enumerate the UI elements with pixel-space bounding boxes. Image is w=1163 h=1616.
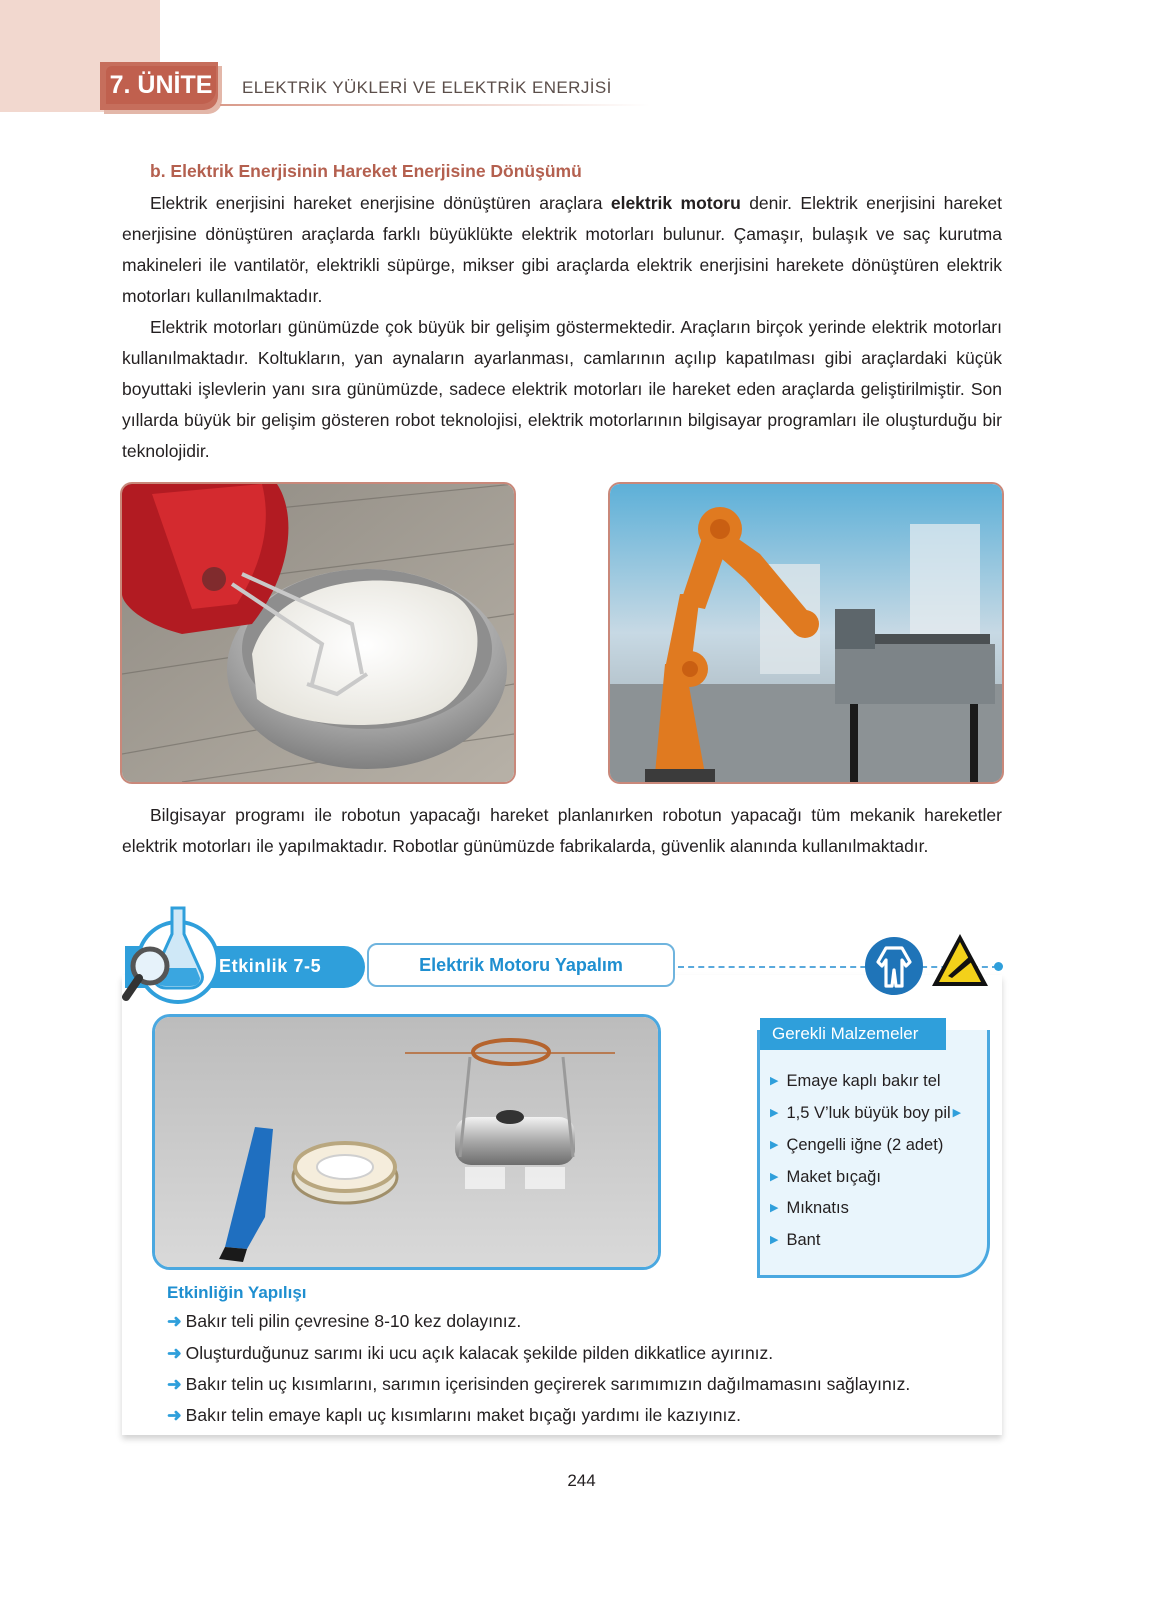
step-item <box>167 1311 521 1332</box>
material-item <box>770 1136 943 1155</box>
material-item-label: Emaye kaplı bakır tel <box>786 1072 941 1090</box>
bullet-triangle-icon: ▶ <box>770 1075 779 1087</box>
paragraph-2-text: Elektrik motorları günümüzde çok büyük bir gelişim göstermektedir. Araçların birçok yerinde elektrik motorları kullanılmaktadır. Koltukların, yan aynaların ayarlanması, camlarının açılıp kapatılması gibi araçlardaki küçük boyuttaki işlevlerin yanı sıra günümüzde, sadece elektrik motorları ile hareket eden araçlarda geliştirilmiştir. Son yıllarda büyük bir gelişim gösteren robot teknolojisi, elektrik motorlarının bilgisayar programları ile oluşturduğu bir teknolojidir. <box>122 317 1002 461</box>
bullet-triangle-icon: ▶ <box>770 1202 779 1214</box>
arrow-right-icon: ➜ <box>167 1343 182 1363</box>
paragraph-3 <box>122 800 1002 862</box>
bullet-triangle-icon: ▶ <box>770 1107 779 1119</box>
robot-arm-photo <box>608 482 1004 784</box>
material-item <box>770 1199 849 1218</box>
paragraph-1 <box>122 188 1002 312</box>
material-item <box>770 1072 941 1091</box>
bullet-triangle-icon: ▶ <box>952 1107 962 1119</box>
unit-badge: 7. ÜNİTE <box>106 66 216 104</box>
motor-materials-photo <box>152 1014 661 1270</box>
material-item-label: Maket bıçağı <box>786 1168 881 1186</box>
material-item-label: Mıknatıs <box>786 1199 849 1217</box>
steps-heading: Etkinliğin Yapılışı <box>167 1283 307 1302</box>
material-item <box>770 1231 820 1250</box>
step-text: Bakır teli pilin çevresine 8-10 kez dolayınız. <box>185 1311 522 1331</box>
arrow-right-icon: ➜ <box>167 1311 182 1331</box>
magnifier-flask-icon <box>120 904 220 1004</box>
activity-title: Elektrik Motoru Yapalım <box>419 955 623 975</box>
bullet-triangle-icon: ▶ <box>770 1171 779 1183</box>
step-text: Bakır telin uç kısımlarını, sarımın içerisinden geçirerek sarımımızın dağılmamasını sağlayınız. <box>185 1374 911 1394</box>
step-text: Oluşturduğunuz sarımı iki ucu açık kalacak şekilde pilden dikkatlice ayırınız. <box>185 1343 774 1363</box>
term-electric-motor: elektrik motoru <box>610 193 741 213</box>
arrow-right-icon: ➜ <box>167 1405 182 1425</box>
bullet-triangle-icon: ▶ <box>770 1139 779 1151</box>
arrow-right-icon: ➜ <box>167 1374 182 1394</box>
header-divider <box>220 104 650 106</box>
activity-label: Etkinlik 7-5 <box>219 956 322 976</box>
step-text: Bakır telin emaye kaplı uç kısımlarını maket bıçağı yardımı ile kazıyınız. <box>185 1405 742 1425</box>
protective-clothing-icon <box>864 936 924 996</box>
material-item-label: Bant <box>786 1231 821 1249</box>
dashed-line-end-dot <box>994 962 1003 971</box>
material-item-label: Çengelli iğne (2 adet) <box>786 1136 944 1154</box>
step-item <box>167 1405 741 1426</box>
material-item <box>770 1168 881 1187</box>
unit-title: ELEKTRİK YÜKLERİ VE ELEKTRİK ENERJİSİ <box>242 78 612 97</box>
step-item <box>167 1343 773 1364</box>
paragraph-1-start: Elektrik enerjisini hareket enerjisine dönüştüren araçlara <box>150 193 611 213</box>
section-heading: b. Elektrik Enerjisinin Hareket Enerjisine Dönüşümü <box>150 161 582 181</box>
step-item <box>167 1374 910 1395</box>
bullet-triangle-icon: ▶ <box>770 1234 779 1246</box>
materials-title: Gerekli Malzemeler <box>760 1018 946 1050</box>
material-item-label: 1,5 V’luk büyük boy pil <box>786 1104 951 1122</box>
page-number: 244 <box>567 1471 596 1490</box>
paragraph-3-text: Bilgisayar programı ile robotun yapacağı hareket planlanırken robotun yapacağı tüm mekanik hareketler elektrik motorları ile yapılmaktadır. Robotlar günümüzde fabrikalarda, güvenlik alanında kullanılmaktadır. <box>122 805 1002 856</box>
paragraph-2 <box>122 312 1002 467</box>
paragraph-1-rest: denir. Elektrik enerjisini hareket enerjisine dönüştüren araçlarda farklı büyüklükte elektrik motorları bulunur. Çamaşır, bulaşık ve saç kurutma makineleri ile vantilatör, elektrikli süpürge, mikser gibi araçlarda elektrik enerjisini harekete dönüştüren elektrik motorları kullanılmaktadır. <box>122 193 1002 306</box>
mixer-photo <box>120 482 516 784</box>
material-item <box>770 1104 969 1123</box>
warning-triangle-icon <box>930 932 990 988</box>
